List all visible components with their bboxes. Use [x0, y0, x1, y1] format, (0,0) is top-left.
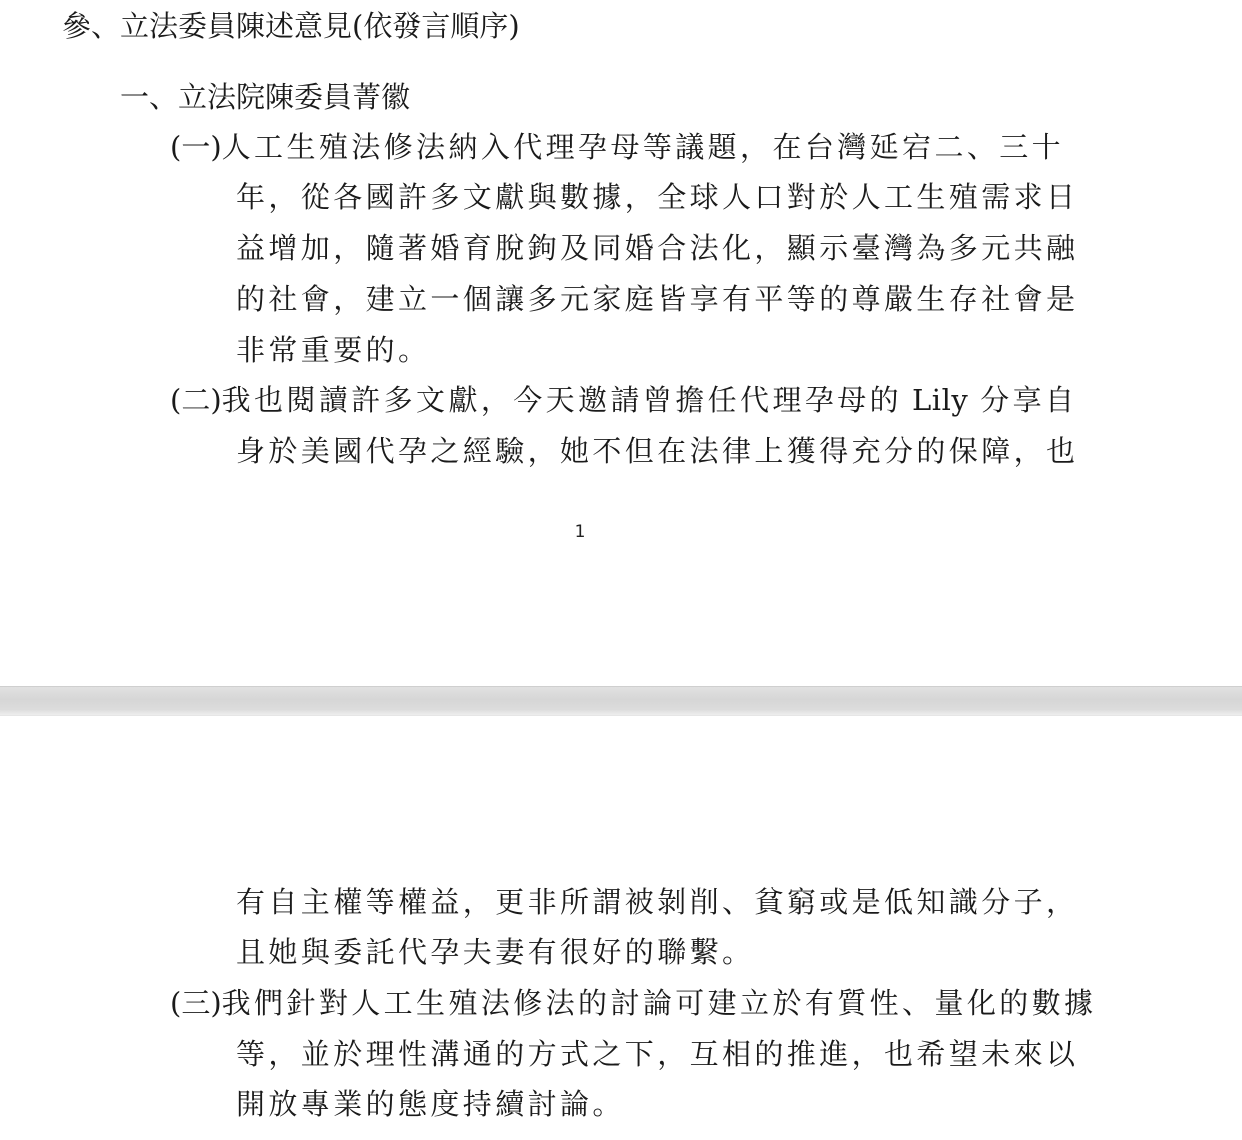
item-1-text-line-4: 的社會，建立一個讓多元家庭皆享有平等的尊嚴生存社會是 — [236, 282, 1079, 316]
item-2-text-line-4: 且她與委託代孕夫妻有很好的聯繫。 — [236, 935, 755, 969]
item-2-text-line-1a: 我也閱讀許多文獻，今天邀請曾擔任代理孕母的 — [221, 383, 903, 417]
page-number: 1 — [574, 522, 586, 542]
item-3-first-line — [170, 983, 1096, 1023]
item-3-text-line-1: 我們針對人工生殖法修法的討論可建立於有質性、量化的數據 — [221, 986, 1097, 1020]
item-3-text-line-2: 等，並於理性溝通的方式之下，互相的推進，也希望未來以 — [236, 1037, 1079, 1071]
item-1-text-line-5: 非常重要的。 — [236, 333, 431, 367]
item-1-text-line-2: 年，從各國許多文獻與數據，全球人口對於人工生殖需求日 — [236, 180, 1079, 214]
item-1-text-line-3: 益增加，隨著婚育脫鉤及同婚合法化，顯示臺灣為多元共融 — [236, 231, 1079, 265]
item-2-text-line-3: 有自主權等權益，更非所謂被剝削、貧窮或是低知識分子， — [236, 885, 1079, 919]
item-2-first-line — [170, 380, 1077, 420]
item-2-text-line-1b: 分享自 — [980, 383, 1078, 417]
item-2-text-line-2: 身於美國代孕之經驗，她不但在法律上獲得充分的保障，也 — [236, 434, 1079, 468]
speaker-heading: 一、立法院陳委員菁徽 — [120, 80, 411, 114]
item-1-first-line — [170, 127, 1064, 167]
item-1-text-line-1: 人工生殖法修法納入代理孕母等議題，在台灣延宕二、三十 — [221, 130, 1065, 164]
item-2-name-lily: Lily — [912, 383, 969, 417]
item-2-marker: (二) — [170, 383, 222, 417]
document-page-2 — [0, 716, 1242, 1140]
item-3-marker: (三) — [170, 986, 222, 1020]
item-3-text-line-3: 開放專業的態度持續討論。 — [236, 1087, 625, 1121]
page-break-separator — [0, 686, 1242, 716]
section-heading: 參、立法委員陳述意見(依發言順序) — [62, 9, 520, 43]
item-1-marker: (一) — [170, 130, 222, 164]
